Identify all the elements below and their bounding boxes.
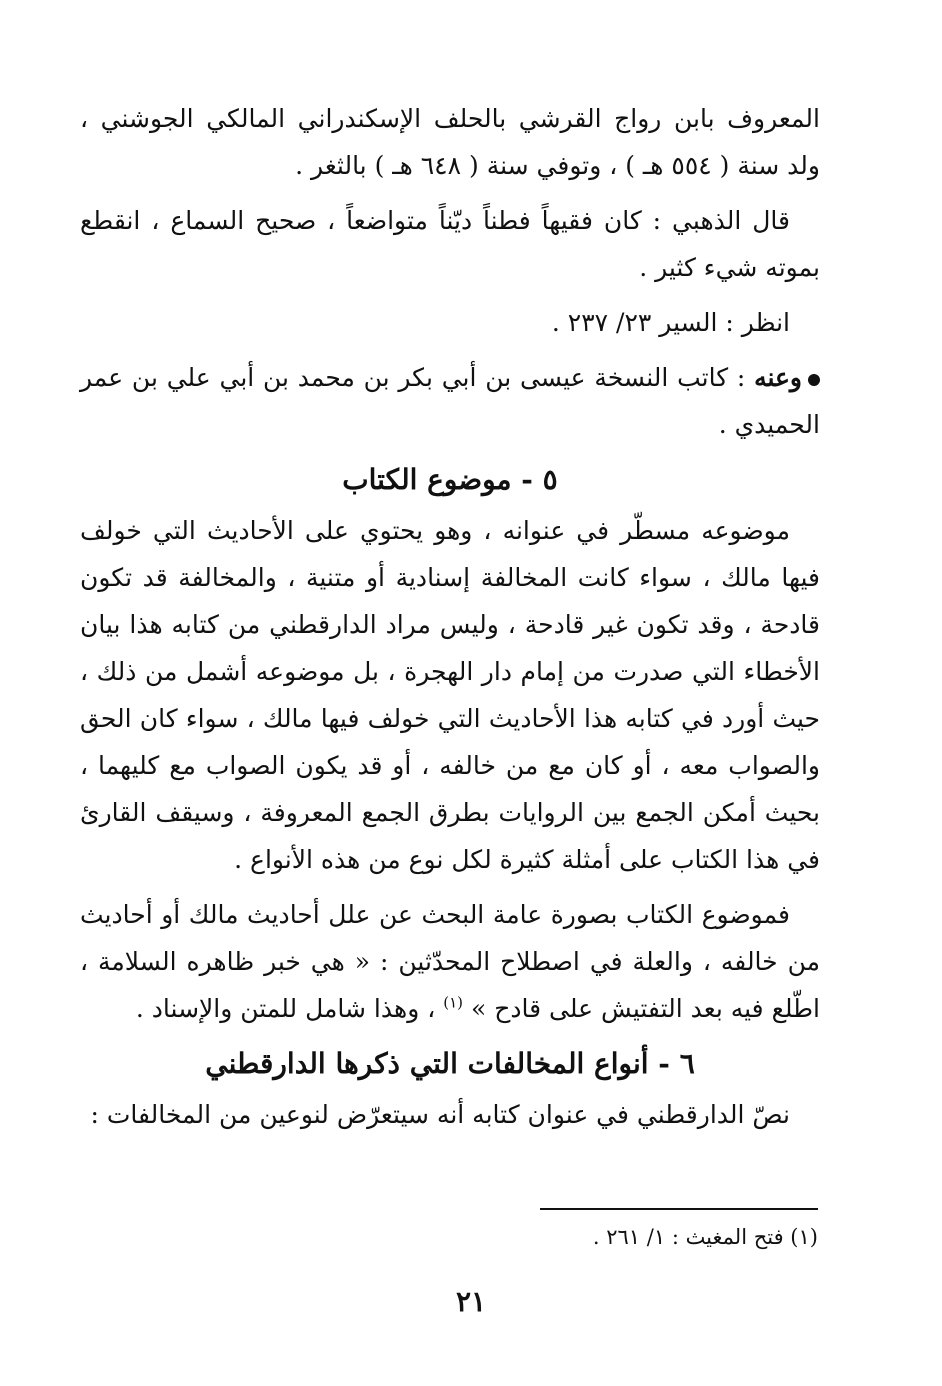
paragraph-scribe-lead: وعنه [754, 363, 802, 392]
paragraph-general-subject-end: ، وهذا شامل للمتن والإسناد . [135, 994, 436, 1023]
paragraph-dhahabi-quote: قال الذهبي : كان فقيهاً فطناً ديّناً متواضعاً ، صحيح السماع ، انقطع بموته شيء كثير . [80, 206, 820, 282]
bullet-icon [808, 374, 820, 386]
paragraph-general-subject-text: فموضوع الكتاب بصورة عامة البحث عن علل أحاديث مالك أو أحاديث من خالفه ، والعلة في اصطلاح المحدّثين : « هي خبر ظاهره السلامة ، اطّلع فيه بعد التفتيش على قادح » [80, 900, 820, 1023]
paragraph-book-subject: موضوعه مسطّر في عنوانه ، وهو يحتوي على الأحاديث التي خولف فيها مالك ، سواء كانت المخالفة إسنادية أو متنية ، والمخالفة قد تكون قادحة ، وقد تكون غير قادحة ، وليس مراد الدارقطني من كتابه هذا بيان الأخطاء التي صدرت من إمام دار الهجرة ، بل موضوعه أشمل من ذلك ، حيث أورد في كتابه هذا الأحاديث التي خولف فيها مالك ، سواء كان الحق والصواب معه ، أو كان مع من خالفه ، أو قد يكون الصواب مع كليهما ، بحيث أمكن الجمع بين الروايات بطرق الجمع المعروفة ، وسيقف القارئ في هذا الكتاب على أمثلة كثيرة لكل نوع من هذه الأنواع . [80, 516, 820, 874]
section-heading-violation-types: ٦ - أنواع المخالفات التي ذكرها الدارقطني [205, 1047, 695, 1080]
footnote-text: (١) فتح المغيث : ١/ ٢٦١ . [592, 1225, 818, 1249]
footnote-divider [540, 1208, 818, 1210]
footnote-reference: (١) [443, 993, 464, 1012]
paragraph-biography: المعروف بابن رواج القرشي بالحلف الإسكندراني المالكي الجوشني ، ولد سنة ( ٥٥٤ هـ ) ، وتوفي سنة ( ٦٤٨ هـ ) بالثغر . [80, 104, 820, 180]
section-heading-book-subject: ٥ - موضوع الكتاب [342, 463, 558, 496]
page-number: ٢١ [455, 1285, 487, 1318]
page-body [80, 95, 820, 1138]
paragraph-scribe-text: : كاتب النسخة عيسى بن أبي بكر بن محمد بن أبي علي بن عمر الحميدي . [80, 363, 820, 439]
paragraph-scribe [80, 354, 820, 448]
paragraph-violation-intro: نصّ الدارقطني في عنوان كتابه أنه سيتعرّض لنوعين من المخالفات : [90, 1100, 790, 1129]
paragraph-reference: انظر : السير ٢٣/ ٢٣٧ . [551, 308, 790, 337]
paragraph-general-subject [80, 891, 820, 1032]
